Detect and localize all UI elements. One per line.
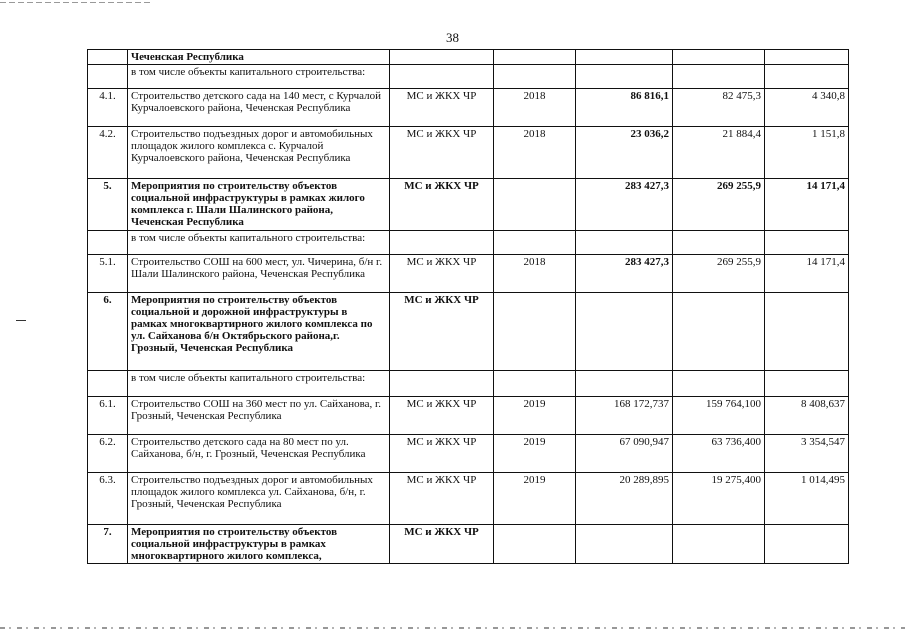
row-executor: МС и ЖКХ ЧР (390, 127, 494, 179)
row-regional (765, 231, 849, 255)
row-year: 2019 (494, 435, 576, 473)
row-regional (765, 371, 849, 397)
row-description: Строительство детского сада на 80 мест по ул. Сайханова, б/н, г. Грозный, Чеченская Республика (128, 435, 390, 473)
row-federal: 19 275,400 (673, 473, 765, 525)
row-year: 2018 (494, 127, 576, 179)
row-regional: 14 171,4 (765, 179, 849, 231)
table-row (88, 50, 849, 65)
row-executor (390, 50, 494, 65)
row-year: 2018 (494, 89, 576, 127)
row-executor: МС и ЖКХ ЧР (390, 89, 494, 127)
row-description: в том числе объекты капитального строительства: (128, 371, 390, 397)
row-regional (765, 293, 849, 371)
row-description: Строительство подъездных дорог и автомобильных площадок жилого комплекса ул. Сайханова, б/н, г. Грозный, Чеченская Республика (128, 473, 390, 525)
budget-table (87, 49, 849, 564)
table-row (88, 525, 849, 564)
row-index (88, 231, 128, 255)
row-index (88, 65, 128, 89)
row-index: 4.1. (88, 89, 128, 127)
row-year (494, 179, 576, 231)
row-year: 2019 (494, 473, 576, 525)
row-total (576, 50, 673, 65)
row-index: 5.1. (88, 255, 128, 293)
row-regional: 14 171,4 (765, 255, 849, 293)
row-executor (390, 65, 494, 89)
row-executor: МС и ЖКХ ЧР (390, 179, 494, 231)
row-regional (765, 50, 849, 65)
table-row (88, 293, 849, 371)
row-description: Чеченская Республика (128, 50, 390, 65)
row-description: в том числе объекты капитального строительства: (128, 65, 390, 89)
row-executor: МС и ЖКХ ЧР (390, 255, 494, 293)
row-executor: МС и ЖКХ ЧР (390, 525, 494, 564)
row-index: 6.1. (88, 397, 128, 435)
row-federal (673, 525, 765, 564)
margin-mark (16, 320, 26, 321)
row-federal (673, 50, 765, 65)
row-total (576, 293, 673, 371)
page-number: 38 (446, 30, 459, 45)
row-year: 2018 (494, 255, 576, 293)
row-description: Строительство СОШ на 600 мест, ул. Чичерина, б/н г. Шали Шалинского района, Чеченская Республика (128, 255, 390, 293)
row-index: 7. (88, 525, 128, 564)
row-year: 2019 (494, 397, 576, 435)
row-description: Строительство детского сада на 140 мест, с Курчалой Курчалоевского района, Чеченская Республика (128, 89, 390, 127)
scan-footer-noise (0, 627, 905, 629)
row-executor: МС и ЖКХ ЧР (390, 473, 494, 525)
row-federal (673, 371, 765, 397)
table-row (88, 89, 849, 127)
row-federal: 269 255,9 (673, 179, 765, 231)
row-total: 283 427,3 (576, 179, 673, 231)
table-row (88, 231, 849, 255)
row-federal (673, 65, 765, 89)
row-index (88, 371, 128, 397)
row-description: Строительство СОШ на 360 мест по ул. Сайханова, г. Грозный, Чеченская Республика (128, 397, 390, 435)
table-row (88, 397, 849, 435)
row-regional: 1 151,8 (765, 127, 849, 179)
row-index: 5. (88, 179, 128, 231)
row-description: в том числе объекты капитального строительства: (128, 231, 390, 255)
row-total (576, 65, 673, 89)
row-index (88, 50, 128, 65)
row-federal: 63 736,400 (673, 435, 765, 473)
row-total: 20 289,895 (576, 473, 673, 525)
row-year (494, 65, 576, 89)
row-total (576, 525, 673, 564)
row-executor (390, 371, 494, 397)
row-total: 67 090,947 (576, 435, 673, 473)
row-federal: 159 764,100 (673, 397, 765, 435)
row-federal (673, 231, 765, 255)
row-executor (390, 231, 494, 255)
row-executor: МС и ЖКХ ЧР (390, 397, 494, 435)
row-regional (765, 65, 849, 89)
table-row (88, 179, 849, 231)
row-index: 6.3. (88, 473, 128, 525)
row-regional: 3 354,547 (765, 435, 849, 473)
table-row (88, 255, 849, 293)
row-year (494, 293, 576, 371)
row-total (576, 371, 673, 397)
table-row (88, 473, 849, 525)
row-executor: МС и ЖКХ ЧР (390, 435, 494, 473)
row-description: Мероприятия по строительству объектов социальной и дорожной инфраструктуры в рамках многоквартирного жилого комплекса по ул. Сайханова б/н Октябрьского района,г. Грозный, Чеченская Республика (128, 293, 390, 371)
row-regional: 8 408,637 (765, 397, 849, 435)
row-year (494, 231, 576, 255)
row-federal: 21 884,4 (673, 127, 765, 179)
table-row (88, 127, 849, 179)
row-year (494, 525, 576, 564)
table-row (88, 435, 849, 473)
table-row (88, 65, 849, 89)
row-year (494, 50, 576, 65)
row-year (494, 371, 576, 397)
row-total: 283 427,3 (576, 255, 673, 293)
row-description: Строительство подъездных дорог и автомобильных площадок жилого комплекса с. Курчалой Курчалоевского района, Чеченская Республика (128, 127, 390, 179)
row-federal (673, 293, 765, 371)
row-regional (765, 525, 849, 564)
row-index: 6.2. (88, 435, 128, 473)
row-index: 4.2. (88, 127, 128, 179)
row-federal: 82 475,3 (673, 89, 765, 127)
row-regional: 1 014,495 (765, 473, 849, 525)
row-total (576, 231, 673, 255)
row-regional: 4 340,8 (765, 89, 849, 127)
row-total: 168 172,737 (576, 397, 673, 435)
row-index: 6. (88, 293, 128, 371)
table-row (88, 371, 849, 397)
row-total: 86 816,1 (576, 89, 673, 127)
scan-header-rule (0, 2, 150, 3)
row-total: 23 036,2 (576, 127, 673, 179)
row-description: Мероприятия по строительству объектов социальной инфраструктуры в рамках многоквартирного жилого комплекса, (128, 525, 390, 564)
row-executor: МС и ЖКХ ЧР (390, 293, 494, 371)
row-federal: 269 255,9 (673, 255, 765, 293)
row-description: Мероприятия по строительству объектов социальной инфраструктуры в рамках жилого комплекса г. Шали Шалинского района, Чеченская Республика (128, 179, 390, 231)
